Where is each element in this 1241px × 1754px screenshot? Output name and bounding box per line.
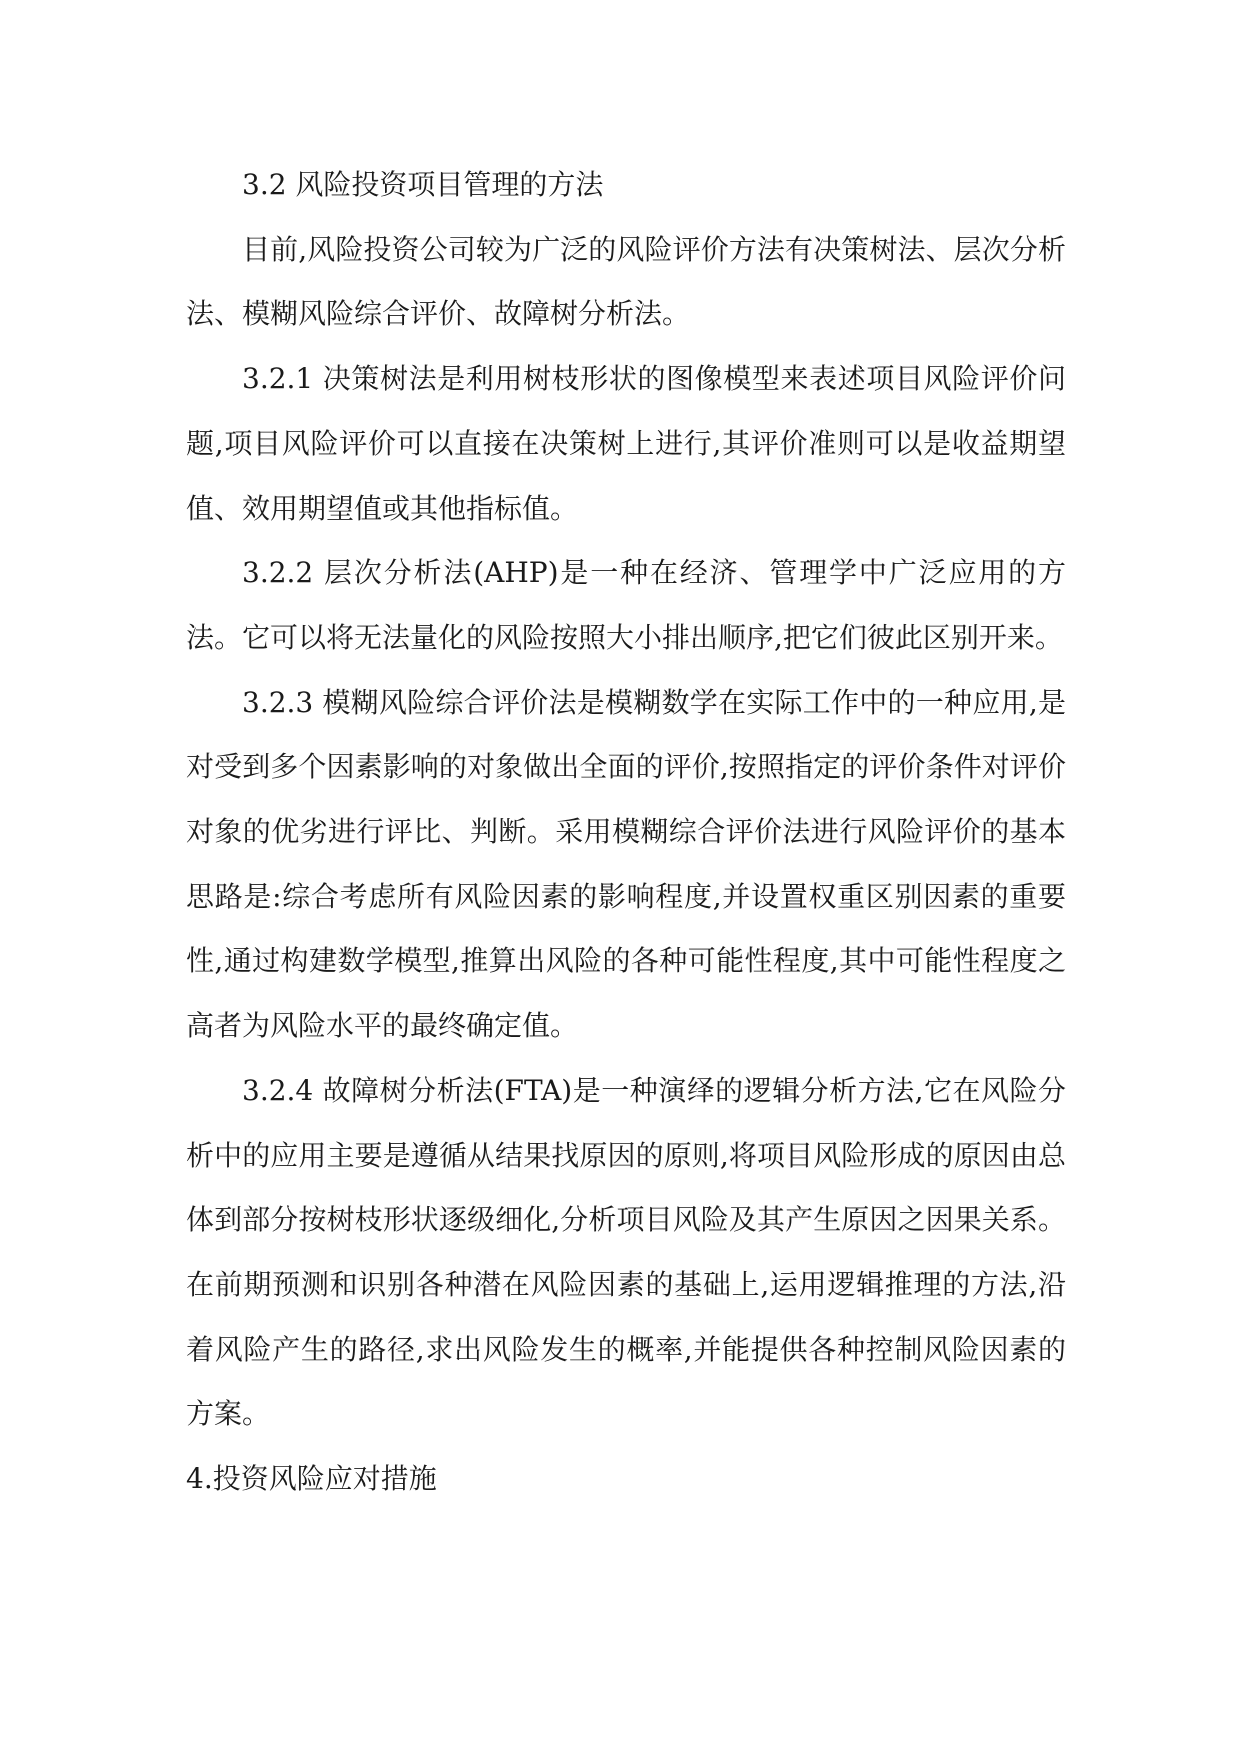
paragraph-intro: 目前,风险投资公司较为广泛的风险评价方法有决策树法、层次分析法、模糊风险综合评价、故障树分析法。	[186, 232, 1066, 331]
paragraph-fuzzy-evaluation: 3.2.3 模糊风险综合评价法是模糊数学在实际工作中的一种应用,是对受到多个因素影响的对象做出全面的评价,按照指定的评价条件对评价对象的优劣进行评比、判断。采用模糊综合评价法进行风险评价的基本思路是:综合考虑所有风险因素的影响程度,并设置权重区别因素的重要性,通过构建数学模型,推算出风险的各种可能性程度,其中可能性程度之高者为风险水平的最终确定值。	[186, 685, 1066, 1043]
section-heading-4: 4.投资风险应对措施	[186, 1462, 437, 1496]
paragraph-fault-tree: 3.2.4 故障树分析法(FTA)是一种演绎的逻辑分析方法,它在风险分析中的应用主要是遵循从结果找原因的原则,将项目风险形成的原因由总体到部分按树枝形状逐级细化,分析项目风险及其产生原因之因果关系。在前期预测和识别各种潜在风险因素的基础上,运用逻辑推理的方法,沿着风险产生的路径,求出风险发生的概率,并能提供各种控制风险因素的方案。	[186, 1073, 1066, 1431]
paragraph-decision-tree: 3.2.1 决策树法是利用树枝形状的图像模型来表述项目风险评价问题,项目风险评价可以直接在决策树上进行,其评价准则可以是收益期望值、效用期望值或其他指标值。	[186, 362, 1066, 525]
document-body	[186, 153, 1066, 1512]
paragraph-ahp: 3.2.2 层次分析法(AHP)是一种在经济、管理学中广泛应用的方法。它可以将无法量化的风险按照大小排出顺序,把它们彼此区别开来。	[186, 556, 1066, 654]
section-heading-3-2: 3.2 风险投资项目管理的方法	[242, 168, 604, 201]
